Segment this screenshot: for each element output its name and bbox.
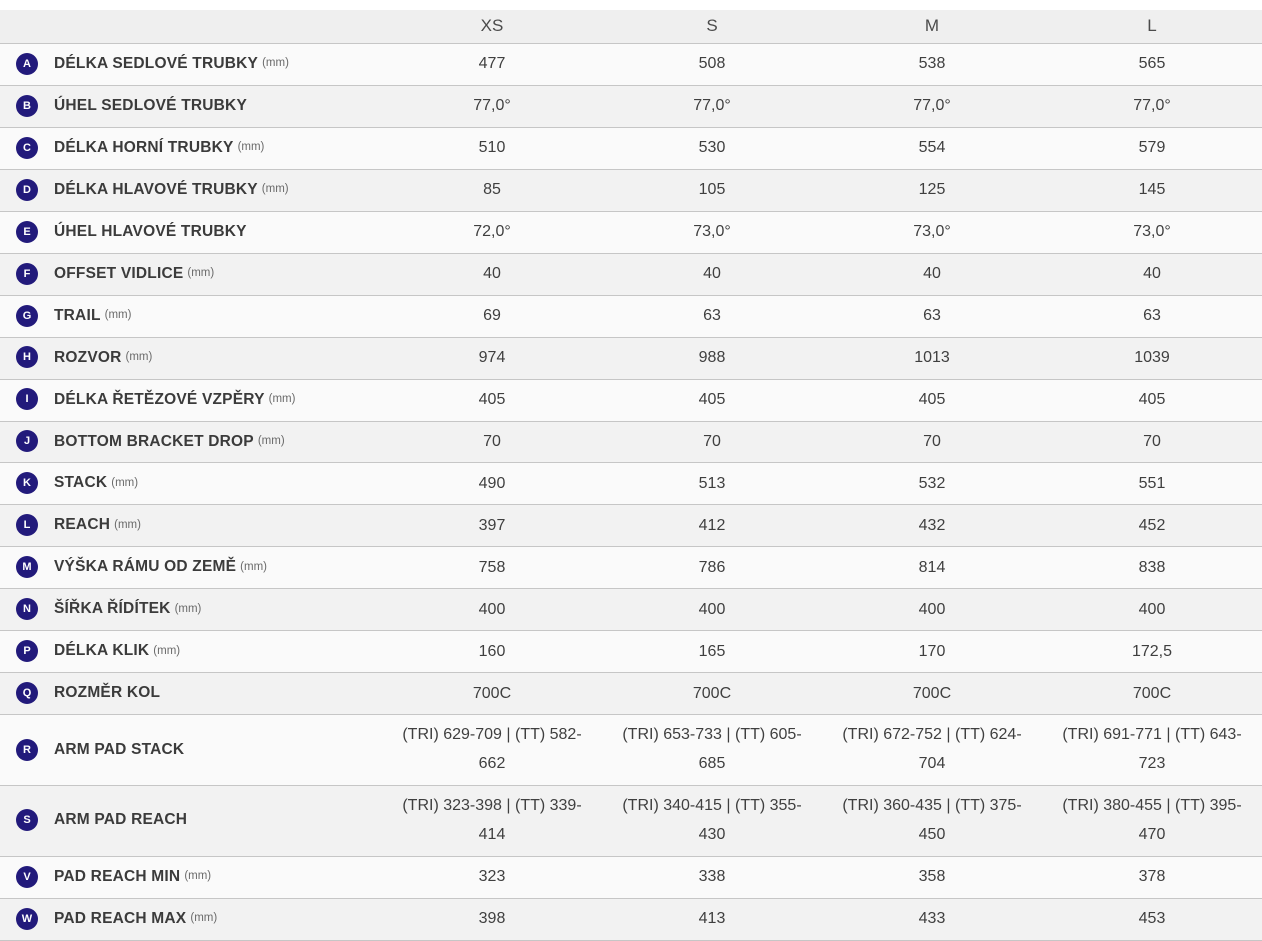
value-cell-s: 105: [602, 169, 822, 211]
row-letter-badge: S: [16, 809, 38, 831]
table-row: [0, 421, 1262, 463]
table-row: [0, 898, 1262, 940]
column-header-xs: XS: [382, 10, 602, 43]
value-cell-s: 413: [602, 898, 822, 940]
value-cell-m: 700C: [822, 673, 1042, 715]
row-label: ÚHEL SEDLOVÉ TRUBKY: [54, 96, 247, 114]
row-letter-badge: A: [16, 53, 38, 75]
table-row: [0, 463, 1262, 505]
row-letter-badge: E: [16, 221, 38, 243]
row-letter-badge: L: [16, 514, 38, 536]
table-row: [0, 169, 1262, 211]
row-label: DÉLKA SEDLOVÉ TRUBKY: [54, 54, 259, 72]
value-cell-xs: 69: [382, 295, 602, 337]
row-label-cell: [0, 715, 382, 786]
row-label: DÉLKA KLIK: [54, 642, 150, 660]
table-row: [0, 589, 1262, 631]
value-cell-l: 145: [1042, 169, 1262, 211]
value-cell-m: 538: [822, 43, 1042, 85]
table-row: [0, 673, 1262, 715]
row-label: DÉLKA HORNÍ TRUBKY: [54, 138, 234, 156]
value-cell-m: 532: [822, 463, 1042, 505]
value-cell-m: 73,0°: [822, 211, 1042, 253]
row-label: TRAIL: [54, 306, 101, 324]
geometry-table-header: [0, 10, 1262, 43]
value-cell-l: 453: [1042, 898, 1262, 940]
value-cell-m: (TRI) 360-435 | (TT) 375-450: [822, 785, 1042, 856]
row-label: PAD REACH MIN: [54, 867, 181, 885]
value-cell-s: 508: [602, 43, 822, 85]
value-cell-l: 400: [1042, 589, 1262, 631]
value-cell-xs: 700C: [382, 673, 602, 715]
value-cell-s: 513: [602, 463, 822, 505]
geometry-table-body: [0, 43, 1262, 940]
value-cell-xs: 510: [382, 127, 602, 169]
column-header-l: L: [1042, 10, 1262, 43]
value-cell-m: 814: [822, 547, 1042, 589]
value-cell-l: 551: [1042, 463, 1262, 505]
value-cell-l: 40: [1042, 253, 1262, 295]
row-label: ŠÍŘKA ŘÍDÍTEK: [54, 600, 171, 618]
value-cell-xs: 323: [382, 856, 602, 898]
value-cell-m: 125: [822, 169, 1042, 211]
row-label-cell: [0, 589, 382, 631]
value-cell-l: 579: [1042, 127, 1262, 169]
row-label-cell: [0, 85, 382, 127]
value-cell-s: 70: [602, 421, 822, 463]
row-label-cell: [0, 127, 382, 169]
row-letter-badge: B: [16, 95, 38, 117]
value-cell-m: 433: [822, 898, 1042, 940]
row-label-cell: [0, 631, 382, 673]
value-cell-xs: 70: [382, 421, 602, 463]
row-unit: (mm): [190, 912, 218, 925]
row-letter-badge: J: [16, 430, 38, 452]
row-letter-badge: G: [16, 305, 38, 327]
value-cell-l: 452: [1042, 505, 1262, 547]
row-letter-badge: D: [16, 179, 38, 201]
row-label-cell: [0, 253, 382, 295]
value-cell-m: 554: [822, 127, 1042, 169]
row-unit: (mm): [237, 141, 265, 154]
value-cell-m: 40: [822, 253, 1042, 295]
value-cell-s: 165: [602, 631, 822, 673]
row-label-cell: [0, 211, 382, 253]
table-row: [0, 85, 1262, 127]
value-cell-s: 405: [602, 379, 822, 421]
row-label-cell: [0, 785, 382, 856]
value-cell-l: 63: [1042, 295, 1262, 337]
row-unit: (mm): [187, 267, 215, 280]
row-label-cell: [0, 421, 382, 463]
value-cell-l: 1039: [1042, 337, 1262, 379]
row-letter-badge: P: [16, 640, 38, 662]
value-cell-xs: 77,0°: [382, 85, 602, 127]
column-header-m: M: [822, 10, 1042, 43]
geometry-table: [0, 10, 1262, 941]
row-label: ROZVOR: [54, 348, 122, 366]
row-label-cell: [0, 337, 382, 379]
table-row: [0, 631, 1262, 673]
row-unit: (mm): [114, 519, 141, 532]
value-cell-m: 70: [822, 421, 1042, 463]
row-letter-badge: M: [16, 556, 38, 578]
value-cell-s: 338: [602, 856, 822, 898]
row-label: DÉLKA ŘETĚZOVÉ VZPĚRY: [54, 390, 265, 408]
table-row: [0, 715, 1262, 786]
value-cell-xs: 72,0°: [382, 211, 602, 253]
column-header-s: S: [602, 10, 822, 43]
row-letter-badge: K: [16, 472, 38, 494]
row-letter-badge: Q: [16, 682, 38, 704]
value-cell-l: 172,5: [1042, 631, 1262, 673]
value-cell-m: 405: [822, 379, 1042, 421]
value-cell-l: (TRI) 380-455 | (TT) 395-470: [1042, 785, 1262, 856]
value-cell-m: 170: [822, 631, 1042, 673]
value-cell-s: 73,0°: [602, 211, 822, 253]
table-row: [0, 785, 1262, 856]
table-row: [0, 43, 1262, 85]
value-cell-xs: 397: [382, 505, 602, 547]
value-cell-s: 700C: [602, 673, 822, 715]
value-cell-m: 432: [822, 505, 1042, 547]
row-label-cell: [0, 379, 382, 421]
table-row: [0, 856, 1262, 898]
row-letter-badge: H: [16, 346, 38, 368]
table-row: [0, 379, 1262, 421]
value-cell-xs: 160: [382, 631, 602, 673]
value-cell-s: 400: [602, 589, 822, 631]
value-cell-s: 63: [602, 295, 822, 337]
row-label: ÚHEL HLAVOVÉ TRUBKY: [54, 222, 247, 240]
value-cell-l: 405: [1042, 379, 1262, 421]
value-cell-l: 565: [1042, 43, 1262, 85]
value-cell-l: (TRI) 691-771 | (TT) 643-723: [1042, 715, 1262, 786]
value-cell-xs: 974: [382, 337, 602, 379]
row-unit: (mm): [104, 309, 132, 322]
row-label: REACH: [54, 516, 111, 534]
value-cell-xs: 758: [382, 547, 602, 589]
table-row: [0, 127, 1262, 169]
table-row: [0, 253, 1262, 295]
row-label: DÉLKA HLAVOVÉ TRUBKY: [54, 180, 258, 198]
row-unit: (mm): [268, 393, 296, 406]
row-label: OFFSET VIDLICE: [54, 264, 184, 282]
row-letter-badge: W: [16, 908, 38, 930]
row-label-cell: [0, 295, 382, 337]
value-cell-m: 1013: [822, 337, 1042, 379]
row-label: BOTTOM BRACKET DROP: [54, 432, 254, 450]
row-label-cell: [0, 898, 382, 940]
row-unit: (mm): [240, 561, 267, 574]
row-unit: (mm): [184, 870, 212, 883]
value-cell-m: 77,0°: [822, 85, 1042, 127]
header-label-spacer: [0, 10, 382, 43]
row-label: ROZMĚR KOL: [54, 684, 161, 702]
value-cell-s: 786: [602, 547, 822, 589]
value-cell-m: (TRI) 672-752 | (TT) 624-704: [822, 715, 1042, 786]
table-row: [0, 295, 1262, 337]
value-cell-s: 40: [602, 253, 822, 295]
header-row: [0, 10, 1262, 43]
row-label-cell: [0, 505, 382, 547]
value-cell-xs: 398: [382, 898, 602, 940]
value-cell-s: (TRI) 340-415 | (TT) 355-430: [602, 785, 822, 856]
value-cell-xs: 400: [382, 589, 602, 631]
row-unit: (mm): [125, 351, 153, 364]
row-label: VÝŠKA RÁMU OD ZEMĚ: [54, 558, 237, 576]
row-label-cell: [0, 463, 382, 505]
value-cell-xs: 40: [382, 253, 602, 295]
row-label: STACK: [54, 474, 108, 492]
value-cell-xs: (TRI) 629-709 | (TT) 582-662: [382, 715, 602, 786]
value-cell-m: 63: [822, 295, 1042, 337]
value-cell-l: 378: [1042, 856, 1262, 898]
table-row: [0, 505, 1262, 547]
value-cell-xs: 405: [382, 379, 602, 421]
value-cell-s: 412: [602, 505, 822, 547]
value-cell-xs: 477: [382, 43, 602, 85]
value-cell-l: 700C: [1042, 673, 1262, 715]
value-cell-m: 358: [822, 856, 1042, 898]
row-label-cell: [0, 673, 382, 715]
value-cell-l: 77,0°: [1042, 85, 1262, 127]
value-cell-l: 838: [1042, 547, 1262, 589]
row-label: PAD REACH MAX: [54, 909, 187, 927]
row-letter-badge: I: [16, 388, 38, 410]
row-unit: (mm): [261, 183, 289, 196]
row-letter-badge: C: [16, 137, 38, 159]
row-letter-badge: F: [16, 263, 38, 285]
table-row: [0, 337, 1262, 379]
value-cell-l: 70: [1042, 421, 1262, 463]
row-label: ARM PAD REACH: [54, 811, 188, 829]
row-label-cell: [0, 169, 382, 211]
row-unit: (mm): [262, 57, 289, 70]
value-cell-s: (TRI) 653-733 | (TT) 605-685: [602, 715, 822, 786]
value-cell-s: 988: [602, 337, 822, 379]
value-cell-xs: 85: [382, 169, 602, 211]
value-cell-s: 77,0°: [602, 85, 822, 127]
value-cell-xs: (TRI) 323-398 | (TT) 339-414: [382, 785, 602, 856]
row-unit: (mm): [153, 645, 181, 658]
row-unit: (mm): [257, 435, 285, 448]
row-label-cell: [0, 547, 382, 589]
value-cell-m: 400: [822, 589, 1042, 631]
row-label: ARM PAD STACK: [54, 740, 185, 758]
row-label-cell: [0, 43, 382, 85]
value-cell-xs: 490: [382, 463, 602, 505]
row-unit: (mm): [174, 603, 202, 616]
value-cell-l: 73,0°: [1042, 211, 1262, 253]
table-row: [0, 211, 1262, 253]
row-label-cell: [0, 856, 382, 898]
value-cell-s: 530: [602, 127, 822, 169]
row-unit: (mm): [111, 477, 139, 490]
row-letter-badge: R: [16, 739, 38, 761]
row-letter-badge: N: [16, 598, 38, 620]
table-row: [0, 547, 1262, 589]
row-letter-badge: V: [16, 866, 38, 888]
